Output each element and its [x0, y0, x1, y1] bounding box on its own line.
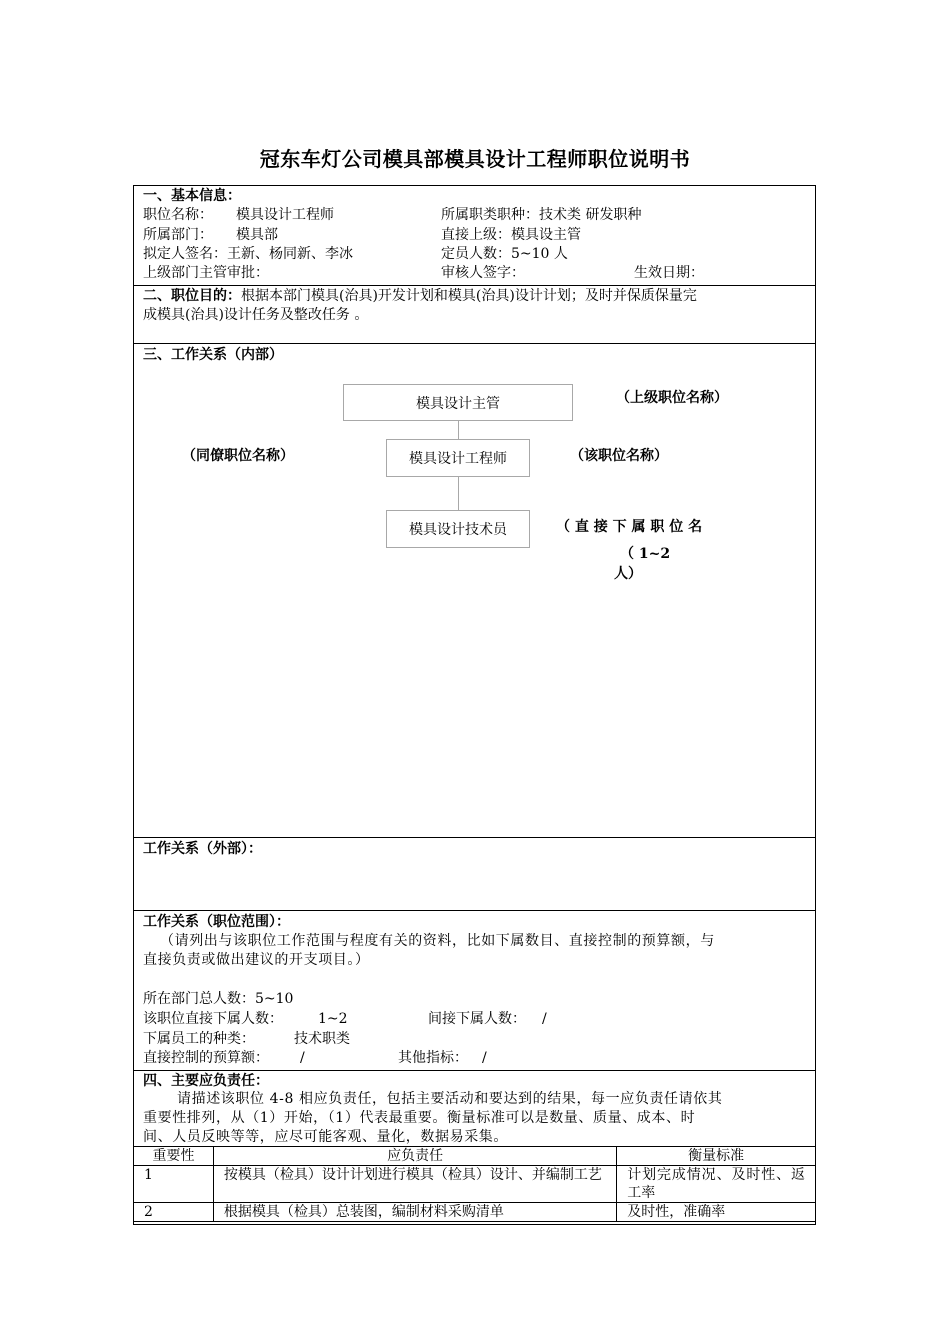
supervisor-note: （上级职位名称）	[616, 390, 728, 406]
table-row	[134, 1203, 816, 1222]
budget-value: /	[300, 1050, 305, 1066]
indirect-reports-value: /	[542, 1011, 547, 1027]
org-box-supervisor: 模具设计主管	[343, 384, 573, 421]
column-header-standard: 衡量标准	[617, 1147, 816, 1166]
subordinate-note-1: （ 直 接 下 属 职 位 名	[556, 519, 703, 535]
purpose-line-1	[143, 287, 697, 306]
responsibilities-heading: 四、主要应负责任：	[143, 1073, 269, 1089]
row-standard: 及时性，准确率	[617, 1203, 816, 1222]
org-box-subordinate: 模具设计技术员	[386, 510, 530, 548]
divider-purpose	[133, 285, 816, 286]
row-importance: 2	[134, 1203, 214, 1222]
direct-superior: 直接上级：模具设主管	[441, 227, 581, 243]
effective-date: 生效日期：	[634, 265, 704, 281]
position-name-value: 模具设计工程师	[236, 207, 334, 223]
department-value: 模具部	[236, 227, 278, 243]
column-header-duty: 应负责任	[213, 1147, 616, 1166]
responsibilities-desc-2: 重要性排列，从（1）开始，（1）代表最重要。衡量标准可以是数量、质量、成本、时	[143, 1110, 696, 1126]
internal-relations-heading: 三、工作关系（内部）	[143, 347, 283, 363]
purpose-line-2: 成模具(治具)设计任务及整改任务 。	[143, 307, 369, 323]
direct-reports-value: 1~2	[318, 1011, 348, 1027]
column-header-importance: 重要性	[134, 1147, 214, 1166]
scope-desc-2: 直接负责或做出建议的开支项目。）	[143, 952, 370, 968]
reviewer-signature: 审核人签字：	[441, 265, 525, 281]
staff-type-label: 下属员工的种类：	[143, 1031, 255, 1047]
table-row	[134, 1166, 816, 1203]
responsibilities-desc-1: 请描述该职位 4-8 相应负责任，包括主要活动和要达到的结果，每一应负责任请依其	[177, 1091, 723, 1107]
job-category: 所属职类职种：技术类 研发职种	[441, 207, 642, 223]
divider-external	[133, 837, 816, 838]
row-duty: 根据模具（检具）总装图，编制材料采购清单	[213, 1203, 616, 1222]
document-title: 冠东车灯公司模具部模具设计工程师职位说明书	[259, 147, 691, 171]
row-importance: 1	[134, 1166, 214, 1203]
staff-type-value: 技术职类	[294, 1031, 350, 1047]
subordinate-note-3: 人）	[614, 566, 642, 582]
table-header-row	[134, 1147, 816, 1166]
responsibilities-table	[133, 1146, 816, 1222]
indirect-reports-label: 间接下属人数：	[428, 1011, 526, 1027]
divider-responsibilities	[133, 1070, 816, 1071]
department-label: 所属部门：	[143, 227, 213, 243]
direct-reports-label: 该职位直接下属人数：	[143, 1011, 283, 1027]
subordinate-note-2: （ 1~2	[620, 546, 671, 562]
form-frame	[133, 185, 816, 1225]
peer-note: （同僚职位名称）	[182, 448, 294, 464]
divider-internal	[133, 343, 816, 344]
responsibilities-desc-3: 间、人员反映等等，应尽可能客观、量化，数据易采集。	[143, 1129, 508, 1145]
org-box-self: 模具设计工程师	[386, 439, 530, 477]
other-indicators-value: /	[482, 1050, 487, 1066]
divider-scope	[133, 910, 816, 911]
budget-label: 直接控制的预算额：	[143, 1050, 269, 1066]
self-note: （该职位名称）	[570, 448, 668, 464]
purpose-text-1: 根据本部门模具(治具)开发计划和模具(治具)设计计划；及时并保质保量完	[241, 288, 697, 304]
drafter-signatures: 拟定人签名：王新、杨同新、李冰	[143, 246, 353, 262]
other-indicators-label: 其他指标：	[398, 1050, 468, 1066]
external-relations-heading: 工作关系（外部）：	[143, 841, 262, 857]
row-standard: 计划完成情况、及时性、返工率	[617, 1166, 816, 1203]
basic-info-heading: 一、基本信息：	[143, 188, 241, 204]
scope-heading: 工作关系（职位范围）：	[143, 914, 290, 930]
row-duty: 按模具（检具）设计计划进行模具（检具）设计、并编制工艺	[213, 1166, 616, 1203]
superior-approval: 上级部门主管审批：	[143, 265, 269, 281]
dept-total-count: 所在部门总人数：5~10	[143, 991, 294, 1007]
scope-desc-1: （请列出与该职位工作范围与程度有关的资料，比如下属数目、直接控制的预算额，与	[160, 933, 715, 949]
headcount: 定员人数：5~10 人	[441, 246, 568, 262]
purpose-heading: 二、职位目的：	[143, 288, 241, 304]
position-name-label: 职位名称：	[143, 207, 213, 223]
